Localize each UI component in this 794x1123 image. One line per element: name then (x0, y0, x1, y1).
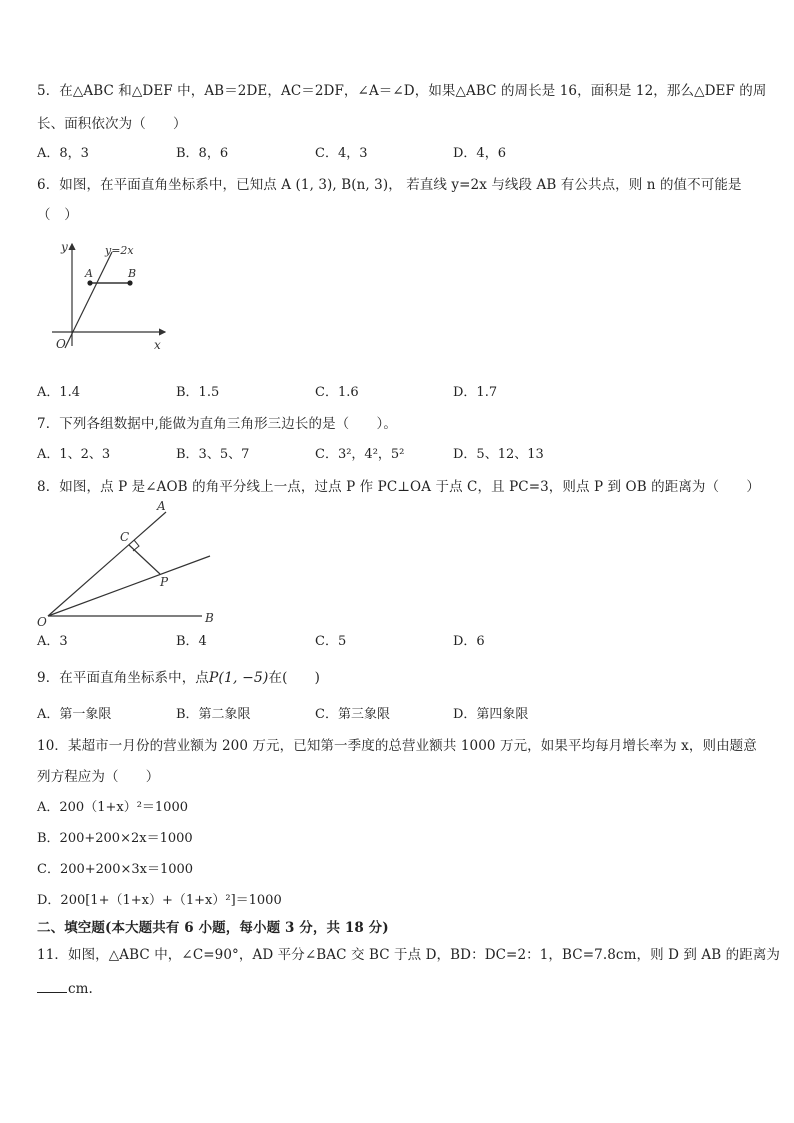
q10-stem-line2: 列方程应为（ ） (37, 769, 160, 785)
q7-stem: 7．下列各组数据中,能做为直角三角形三边长的是（ ）。 (37, 416, 397, 432)
q9-option-d: D．第四象限 (453, 707, 529, 722)
q8-ray-oa (48, 512, 166, 616)
q6-label-a: A (85, 267, 93, 280)
q6-coordinate-figure (50, 236, 170, 356)
q6-point-a (87, 280, 92, 285)
q6-point-b (127, 280, 132, 285)
q9-stem-pre: 9．在平面直角坐标系中，点 (37, 670, 209, 686)
q5-option-d: D．4，6 (453, 146, 506, 161)
q8-label-a: A (157, 499, 166, 513)
q5-option-b: B．8，6 (176, 146, 229, 161)
q7-option-b: B．3、5、7 (176, 447, 250, 462)
q7-option-d: D．5、12、13 (453, 447, 544, 462)
q6-label-b: B (128, 267, 137, 280)
q8-label-p: P (160, 575, 169, 589)
q6-option-c: C．1.6 (315, 385, 359, 400)
q10-stem-line1: 10．某超市一月份的营业额为 200 万元，已知第一季度的总营业额共 1000 万元，如果平均每月增长率为 x，则由题意 (37, 738, 757, 754)
q8-option-b: B．4 (176, 634, 207, 649)
q7-option-a: A．1、2、3 (37, 447, 111, 462)
q11-stem-line1: 11．如图，△ABC 中，∠C=90°，AD 平分∠BAC 交 BC 于点 D，BD：DC=2：1，BC=7.8cm，则 D 到 AB 的距离为 (37, 947, 781, 963)
q10-option-a: A．200（1+x）²＝1000 (37, 800, 188, 815)
q10-option-b: B．200+200×2x＝1000 (37, 831, 193, 846)
q6-option-d: D．1.7 (453, 385, 498, 400)
q8-angle-figure (30, 498, 230, 630)
q5-stem-line2: 长、面积依次为（ ） (37, 116, 187, 132)
q9-option-a: A．第一象限 (37, 707, 112, 722)
q6-label-line: y=2x (105, 244, 134, 257)
q6-option-a: A．1.4 (37, 385, 81, 400)
q9-point-formula: P(1, −5) (208, 670, 269, 686)
q9-stem-post: 在( ) (268, 670, 321, 686)
q10-option-c: C．200+200×3x＝1000 (37, 862, 194, 877)
q6-stem-line1: 6．如图，在平面直角坐标系中，已知点 A (1, 3), B(n, 3)， 若直线 y=2x 与线段 AB 有公共点，则 n 的值不可能是 (37, 177, 742, 193)
q9-option-c: C．第三象限 (315, 707, 390, 722)
q8-label-b: B (205, 611, 214, 625)
q6-label-y: y (61, 240, 68, 254)
q5-option-c: C．4，3 (315, 146, 368, 161)
q9-stem (37, 669, 320, 687)
q11-stem-line2 (37, 980, 93, 998)
q11-unit: cm. (68, 981, 93, 997)
q10-option-d: D．200[1+（1+x）+（1+x）²]＝1000 (37, 893, 282, 908)
q8-option-a: A．3 (37, 634, 68, 649)
q8-label-c: C (120, 530, 130, 544)
section-fill-in-heading: 二、填空题(本大题共有 6 小题，每小题 3 分，共 18 分) (37, 920, 389, 936)
q8-option-c: C．5 (315, 634, 347, 649)
q11-answer-blank[interactable] (37, 980, 67, 993)
q6-stem-line2: （ ） (37, 207, 78, 223)
q8-stem: 8．如图，点 P 是∠AOB 的角平分线上一点，过点 P 作 PC⊥OA 于点 C，且 PC=3，则点 P 到 OB 的距离为（ ） (37, 479, 760, 495)
q8-option-d: D．6 (453, 634, 485, 649)
q8-label-o: O (37, 615, 47, 629)
q5-option-a: A．8，3 (37, 146, 89, 161)
q6-label-x: x (154, 338, 161, 352)
q9-option-b: B．第二象限 (176, 707, 251, 722)
q8-segment-pc (129, 545, 160, 574)
q8-bisector (48, 556, 210, 616)
q6-label-o: O (56, 337, 66, 351)
q5-stem-line1: 5．在△ABC 和△DEF 中，AB＝2DE，AC＝2DF，∠A＝∠D，如果△ABC 的周长是 16，面积是 12，那么△DEF 的周 (37, 83, 767, 99)
q7-option-c: C．3²，4²，5² (315, 447, 405, 462)
q6-option-b: B．1.5 (176, 385, 220, 400)
